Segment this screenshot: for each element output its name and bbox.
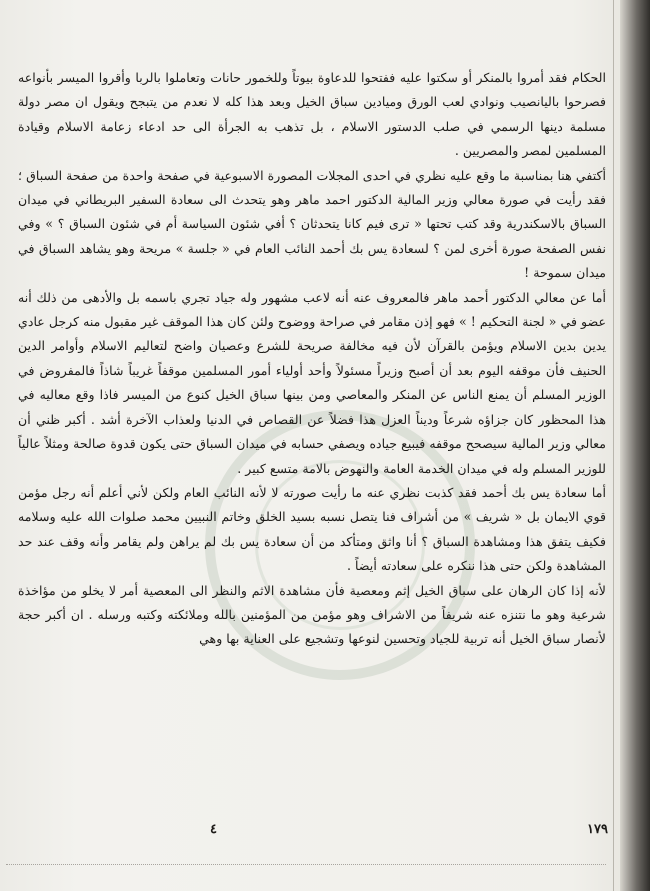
paragraph-5: لأنه إذا كان الرهان على سباق الخيل إثم ومعصية فأن مشاهدة الاثم والنظر الى المعصية أمر لا يخلو من مؤاخذة شرعية وهو ما نتنزه عنه شريفاً من الاشراف وهو مؤمن من المؤمنين بالله وملائكته وكتبه ورسله . ان أكبر حجة لأنصار سباق الخيل أنه تربية للجياد وتحسين لنوعها وتشجيع على العناية بها وهي [18, 582, 606, 647]
paragraph-2: أكتفي هنا بمناسبة ما وقع عليه نظري في احدى المجلات المصورة الاسبوعية في صفحة واحدة من صفحة السباق ؛ فقد رأيت في صورة معالي وزير المالية الدكتور احمد ماهر وهو يتحدث الى سعادة السفير البريطاني في ميدان السباق بالاسكندرية وقد كتب تحتها « ترى فيم كانا يتحدثان ؟ أفي شئون السياسة أم في شئون السباق ؟ » وفي نفس الصفحة صورة أخرى لمن ؟ لسعادة يس بك أحمد النائب العام في « جلسة » مريحة وهو يشاهد السباق في ميدان سموحة ! [18, 167, 606, 281]
bottom-dotted-edge [6, 864, 606, 871]
signature-mark: ٤ [210, 822, 217, 837]
gutter-edge-line [613, 0, 614, 891]
paragraph-4: أما سعادة يس بك أحمد فقد كذبت نظري عنه ما رأيت صورته لا لأنه النائب العام ولكن لأني أعلم أنه رجل مؤمن قوي الايمان بل « شريف » من أشراف فنا يتصل نسبه بسيد الخلق وخاتم النبيين محمد صلوات الله عليه وسلامه فكيف يتفق هذا ومشاهدة السباق ؟ أنا واثق ومتأكد من أن سعادة يس بك لم يراهن ولم يقامر وأنه وقف عند حد المشاهدة ولكن حتى هذا ننكره على سعادته أيضاً . [18, 484, 606, 574]
article-body [18, 66, 606, 652]
page-footer [20, 822, 608, 844]
paragraph-1: الحكام فقد أمروا بالمنكر أو سكتوا عليه ففتحوا للدعاوة بيوتاً وللخمور حانات وتعاملوا بالربا وأقروا الميسر بأنواعه فصرحوا باليانصيب ونوادي لعب الورق وميادين سباق الخيل وبعد هذا كله لا نعدم من يتبجح ويقول ان مصر دولة مسلمة دينها الرسمي في صلب الدستور الاسلام ، بل تذهب به الجرأة الى حد ادعاء زعامة الاسلام وقيادة المسلمين لمصر والمصريين . [18, 70, 606, 159]
paragraph-3: أما عن معالي الدكتور أحمد ماهر فالمعروف عنه أنه لاعب مشهور وله جياد تجري باسمه بل والأدهى من ذلك أنه عضو في « لجنة التحكيم ! » فهو إذن مقامر في صراحة ووضوح ولئن كان هذا الموقف غير مقبول منه كرجل عادي يدين بدين الاسلام ويؤمن بالقرآن لأن فيه مخالفة صريحة للشرع وعصيان واضح لتعاليم الاسلام وأوامر الدين الحنيف فأن موقفه اليوم بعد أن أصبح وزيراً مسئولاً وأحد أولياء أمور المسلمين موقفاً غريباً شاذاً فالمفروض في الوزير المسلم أن يمنع الناس عن المنكر والمعاصي ومن بينها سباق الخيل كنوع من الميسر فاذا وقع معاليه في هذا المحظور كان جزاؤه شرعاً وديناً العزل هذا فضلاً عن القصاص في الدنيا ولعذاب الآخرة أشد . أكبر ظني أن معالي وزير المالية سيصحح موقفه فيبيع جياده ويصفي حسابه في ميدان السباق حتى يكون قدوة صالحة ومثلاً عالياً للوزير المسلم وله في ميدان الخدمة العامة والنهوض بالامة متسع كبير . [18, 289, 606, 476]
page-number: ١٧٩ [587, 822, 608, 837]
book-gutter-shadow [620, 0, 650, 891]
